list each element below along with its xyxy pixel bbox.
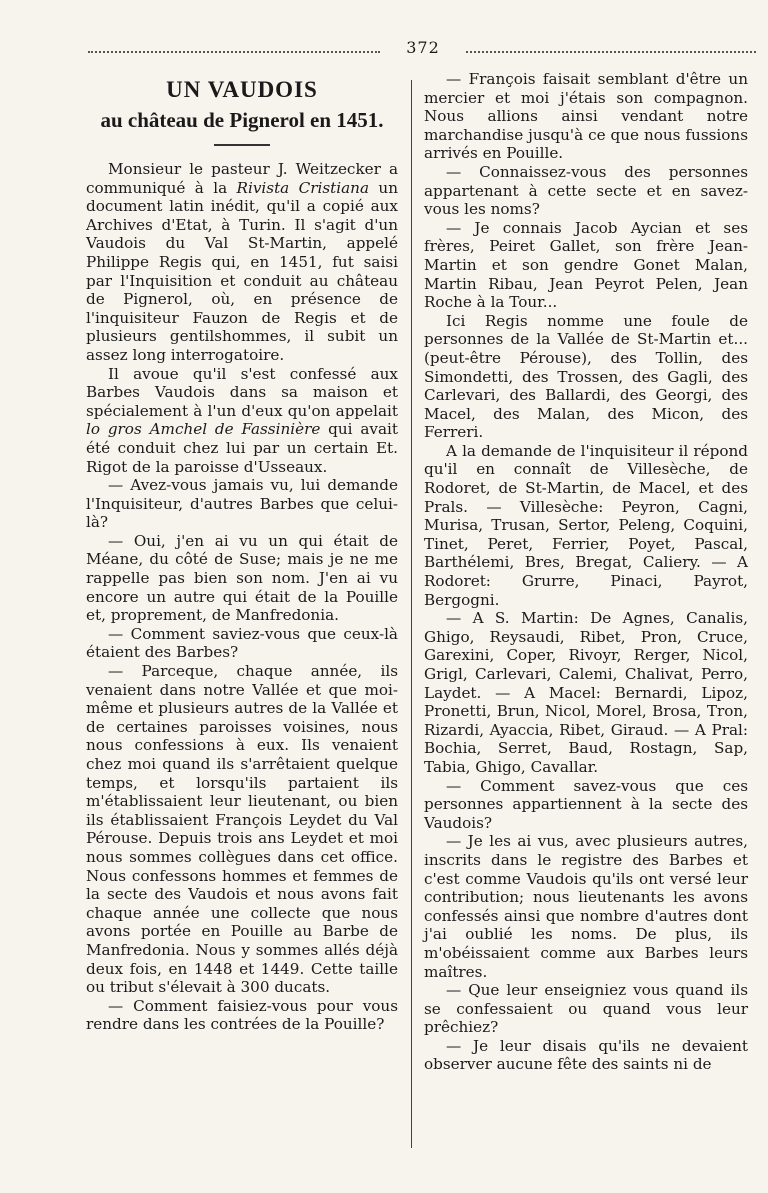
title-rule (214, 144, 270, 146)
text-run: — A S. Martin: De Agnes, Canalis, Ghigo, Reysaudi, Ribet, Pron, Cruce, Garexini, Coper, Rivoyr, Rerger, Nicol, Grigl, Carlevari, Calemi, Chalivat, Perro, Laydet. — A Macel: Bernardi, Lipoz, Pronetti, Brun, Nicol, Morel, Brosa, Tron, Rizardi, Ayaccia, Ribet, Giraud. — A Pral: Bochia, Serret, Baud, Rostagn, Sap, Tabia, Ghigo, Cavallar. (424, 609, 748, 776)
text-run: — Comment savez-vous que ces personnes appartiennent à la secte des Vaudois? (424, 776, 748, 832)
text-run: un document latin inédit, qu'il a copié aux Archives d'Etat, à Turin. Il s'agit d'un Vaudois du Val St-Martin, appelé Philippe Regis qui, en 1451, fut saisi par l'Inquisition et conduit au château de Pignerol, où, en présence de l'inquisiteur Fauzon de Regis et de plusieurs gentilshommes, il subit un assez long interrogatoire. (86, 178, 398, 364)
text-run: — Comment saviez-vous que ceux-là étaient des Barbes? (86, 624, 398, 662)
paragraph (424, 219, 748, 312)
text-run: Il avoue qu'il s'est confessé aux Barbes Vaudois dans sa maison et spécialement à l'un d'eux qu'on appelait (86, 364, 398, 420)
text-run: — François faisait semblant d'être un mercier et moi j'étais son compagnon. Nous allions ainsi vendant notre marchandise jusqu'à ce que nous fussions arrivés en Pouille. (424, 70, 748, 163)
left-paragraphs (86, 160, 398, 1034)
paragraph (424, 442, 748, 609)
paragraph (86, 532, 398, 625)
paragraph (424, 70, 748, 163)
paragraph (424, 777, 748, 833)
paragraph (86, 365, 398, 477)
paragraph (424, 981, 748, 1037)
left-column (86, 70, 398, 1034)
column-divider (411, 80, 412, 1148)
text-run: — Comment faisiez-vous pour vous rendre dans les contrées de la Pouille? (86, 996, 398, 1034)
paragraph (86, 476, 398, 532)
text-run: — Que leur enseigniez vous quand ils se confessaient ou quand vous leur prêchiez? (424, 981, 748, 1037)
text-run: — Je connais Jacob Aycian et ses frères, Peiret Gallet, son frère Jean-Martin et son gendre Gonet Malan, Martin Ribau, Jean Peyrot Pelen, Jean Roche à la Tour... (424, 218, 748, 312)
text-run: Ici Regis nomme une foule de personnes de la Vallée de St-Martin et... (peut-être Pérouse), des Tollin, des Simondetti, des Trossen, des Gagli, des Carlevari, des Ballardi, des Georgi, des Macel, des Malan, des Micon, des Ferreri. (424, 311, 748, 442)
text-run: — Je les ai vus, avec plusieurs autres, inscrits dans le registre des Barbes et c'est comme Vaudois qu'ils ont versé leur contribution; nous lieutenants les avons confessés ainsi que nombre d'autres dont j'ai oublié les noms. De plus, ils m'obéissaient comme aux Barbes leurs maîtres. (424, 832, 748, 981)
text-run: — Connaissez-vous des personnes appartenant à cette secte et en savez-vous les noms? (424, 162, 748, 219)
paragraph (424, 609, 748, 776)
text-run: — Je leur disais qu'ils ne devaient observer aucune fête des saints ni de (424, 1036, 748, 1074)
italic-text: Rivista Cristiana (236, 178, 370, 197)
paragraph (424, 832, 748, 981)
paragraph (424, 312, 748, 442)
header-rule-right (466, 51, 756, 53)
page-header (88, 38, 756, 64)
paragraph (86, 662, 398, 997)
text-run: qui avait été conduit chez lui par un certain Et. Rigot de la paroisse d'Usseaux. (86, 420, 398, 476)
header-rule-left (88, 51, 380, 53)
paragraph (424, 163, 748, 219)
article-title: UN VAUDOIS (166, 77, 318, 102)
text-run: — Avez-vous jamais vu, lui demande l'Inquisiteur, d'autres Barbes que celui-là? (86, 476, 398, 532)
italic-text: lo gros Amchel de Fassinière (86, 420, 321, 439)
right-column (424, 70, 748, 1074)
article-subtitle: au château de Pignerol en 1451. (100, 108, 384, 132)
text-run: Monsieur le pasteur J. Weitzecker a communiqué à la (86, 160, 398, 197)
text-run: — Parceque, chaque année, ils venaient dans notre Vallée et que moi-même et plusieurs autres de la Vallée et de certaines paroisses voisines, nous nous confessions à eux. Ils venaient chez moi quand ils s'arrêtaient quelque temps, et lorsqu'ils partaient ils m'établissaient leur lieutenant, ou bien ils établissaient François Leydet du Val Pérouse. Depuis trois ans Leydet et moi nous sommes collègues dans cet office. Nous confessons hommes et femmes de la secte des Vaudois et nous avons fait chaque année une collecte que nous avons portée en Pouille au Barbe de Manfredonia. Nous y sommes allés déjà deux fois, en 1448 et 1449. Cette taille ou tribut s'élevait à 300 ducats. (86, 662, 398, 997)
paragraph (86, 625, 398, 662)
paragraph (424, 1037, 748, 1074)
paragraph (86, 997, 398, 1034)
page-number: 372 (406, 38, 440, 57)
text-run: — Oui, j'en ai vu un qui était de Méane, du côté de Suse; mais je ne me rappelle pas bien son nom. J'en ai vu encore un autre qui était de la Pouille et, proprement, de Manfredonia. (86, 531, 398, 625)
text-run: A la demande de l'inquisiteur il répond qu'il en connaît de Villesèche, de Rodoret, de St-Martin, de Macel, et des Prals. — Villesèche: Peyron, Cagni, Murisa, Trusan, Sertor, Peleng, Coquini, Tinet, Peret, Ferrier, Poyet, Pascal, Barthélemi, Bres, Bregat, Caliery. — A Rodoret: Grurre, Pinaci, Payrot, Bergogni. (424, 441, 748, 609)
paragraph (86, 160, 398, 365)
right-paragraphs (424, 70, 748, 1074)
